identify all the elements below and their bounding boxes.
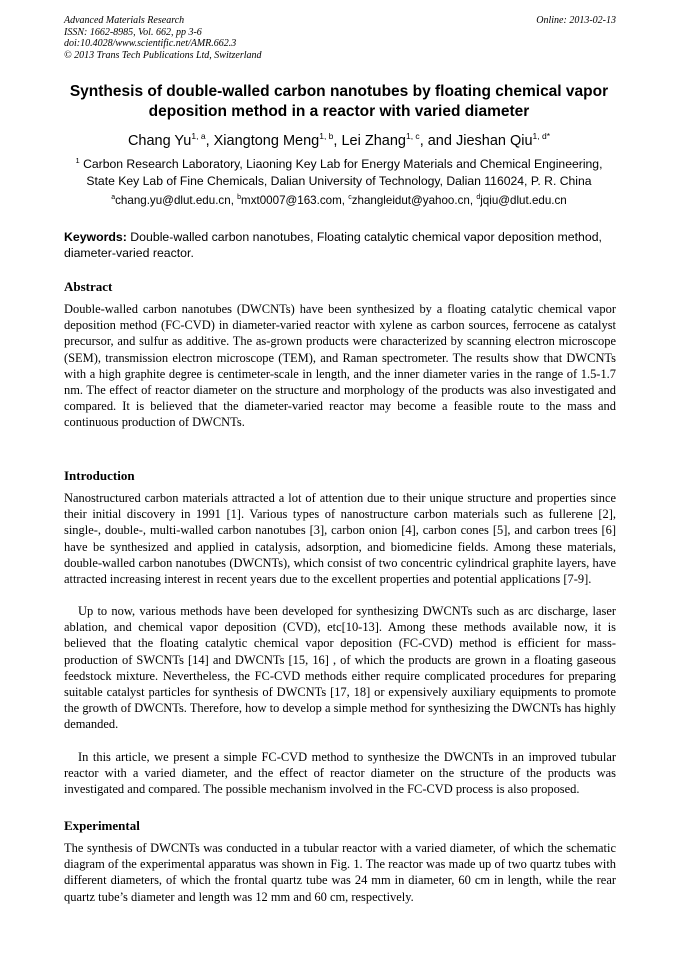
- affiliation-line-1: Carbon Research Laboratory, Liaoning Key Lab for Energy Materials and Chemical Engineering,: [79, 157, 603, 171]
- email-separator: ,: [341, 194, 349, 207]
- author-name: Chang Yu: [127, 133, 192, 149]
- journal-name: Advanced Materials Research: [64, 15, 185, 26]
- keywords-text: Double-walled carbon nanotubes, Floating catalytic chemical vapor deposition method, diameter-varied reactor.: [64, 230, 602, 260]
- author-affil-mark: 1, c: [405, 131, 420, 141]
- email-separator: ,: [230, 194, 238, 207]
- email-list: [40, 193, 638, 208]
- email-address[interactable]: mxt0007@163.com: [241, 194, 342, 207]
- journal-header: [64, 15, 616, 61]
- introduction-paragraph-2: Up to now, various methods have been developed for synthesizing DWCNTs such as arc discharge, laser ablation, and chemical vapor deposition (CVD), etc[10-13]. Among these methods available now, it is believed that the floating catalytic chemical vapor deposition (FC-CVD) method is efficient for mass-production of SWCNTs [14] and DWCNTs [15, 16] , of which the products are grown in a floating gaseous feedstock mixture. Nevertheless, the FC-CVD methods either require complicated procedures for preparing suitable catalyst particles for synthesis of DWCNTs [17, 18] or expensively auxiliary equipments to promote the growth of DWCNTs. Therefore, how to develop a simple method for synthesizing the DWCNTs has highly demanded.: [64, 604, 616, 732]
- abstract-text: Double-walled carbon nanotubes (DWCNTs) have been synthesized by a floating catalytic chemical vapor deposition method (FC-CVD) in diameter-varied reactor with xylene as carbon sources, ferrocene as catalyst precursor, and sulfur as additive. The as-grown products were characterized by scanning electron microscope (SEM), transmission electron microscope (TEM), and Raman spectrometer. The results show that DWCNTs with a high graphite degree is centimeter-scale in length, and the inner diameter varies in the range of 1.5-1.7 nm. The effect of reactor diameter on the structure and morphology of the products was also investigated and compared. It is believed that the diameter-varied reactor may become a feasible route to the mass and continuous production of DWCNTs.: [64, 302, 616, 430]
- experimental-heading: Experimental: [64, 818, 140, 833]
- abstract-heading: Abstract: [64, 279, 113, 294]
- introduction-paragraph-1: Nanostructured carbon materials attracted a lot of attention due to their unique structure and properties since their initial discovery in 1991 [1]. Various types of nanostructure carbon materials such as fullerene [2], single-, double-, multi-walled carbon nanotubes [3], carbon onion [4], carbon cones [5], and carbon trees [6] have be synthesized and applied in catalysis, adsorption, and biomedicine fields. Among these materials, double-walled carbon nanotubes (DWCNTs), which consist of two concentric cylindrical graphite layers, have attracted increasing interest in recent years due to the excellent properties and potential applications [7-9].: [64, 491, 616, 587]
- experimental-paragraph-1: The synthesis of DWCNTs was conducted in a tubular reactor with a varied diameter, of which the schematic diagram of the experimental apparatus was shown in Fig. 1. The reactor was made up of two quartz tubes with different diameters, of which the frontal quartz tube was 24 mm in diameter, 60 cm in length, while the rear quartz tube’s diameter and length was 12 mm and 60 cm, respectively.: [64, 841, 616, 904]
- journal-copyright: © 2013 Trans Tech Publications Ltd, Switzerland: [64, 49, 262, 61]
- author-affil-mark: 1, d*: [532, 131, 551, 141]
- introduction-heading: Introduction: [64, 468, 135, 483]
- email-address[interactable]: zhangleidut@yahoo.cn: [351, 194, 470, 207]
- email-address[interactable]: jqiu@dlut.edu.cn: [480, 194, 567, 207]
- email-mark: d: [476, 194, 481, 201]
- introduction-paragraph-3: In this article, we present a simple FC-CVD method to synthesize the DWCNTs in an improved tubular reactor with a varied diameter, and the effect of reactor diameter on the structure of the products was investigated and compared. The possible mechanism involved in the FC-CVD process is also proposed.: [64, 750, 616, 797]
- author-name: Jieshan Qiu: [455, 133, 533, 149]
- email-separator: ,: [469, 194, 477, 207]
- author-name: Xiangtong Meng: [213, 133, 320, 149]
- author-name: Lei Zhang: [341, 133, 406, 149]
- author-separator: ,: [333, 133, 342, 149]
- affiliation-mark: 1: [75, 156, 80, 165]
- online-date: Online: 2013-02-13: [536, 15, 616, 26]
- author-separator: , and: [419, 133, 456, 149]
- affiliation: [40, 156, 638, 189]
- email-address[interactable]: chang.yu@dlut.edu.cn: [115, 194, 231, 207]
- author-affil-mark: 1, b: [319, 131, 334, 141]
- author-affil-mark: 1, a: [191, 131, 206, 141]
- keywords-label: Keywords:: [64, 230, 127, 244]
- email-mark: c: [348, 194, 352, 201]
- email-mark: a: [111, 194, 116, 201]
- paper-title: Synthesis of double-walled carbon nanotubes by floating chemical vapor deposition method in a reactor with varied diameter: [69, 83, 609, 120]
- affiliation-line-2: State Key Lab of Fine Chemicals, Dalian University of Technology, Dalian 116024, P. R. China: [86, 173, 592, 188]
- author-list: [40, 132, 638, 150]
- keywords: [64, 229, 616, 261]
- author-separator: ,: [205, 133, 214, 149]
- email-mark: b: [237, 194, 242, 201]
- journal-issn: ISSN: 1662-8985, Vol. 662, pp 3-6: [64, 26, 202, 38]
- journal-doi: doi:10.4028/www.scientific.net/AMR.662.3: [64, 38, 237, 49]
